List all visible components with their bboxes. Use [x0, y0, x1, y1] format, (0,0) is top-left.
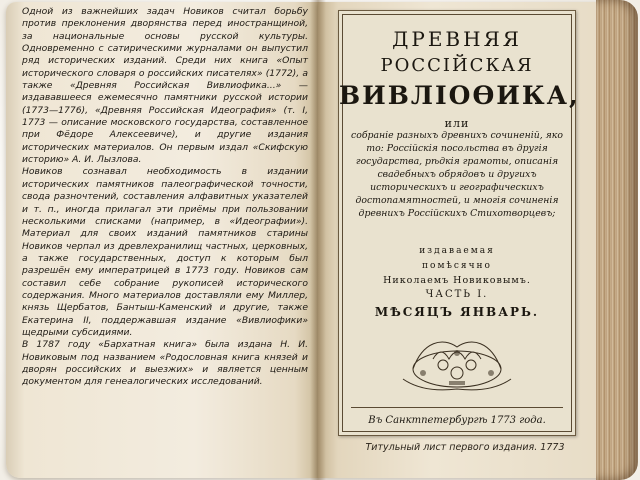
figure-caption: Титульный лист первого издания. 1773	[365, 442, 565, 453]
paragraph: Одной из важнейших задач Новиков считал борьбу против преклонения дворянства перед иностранщиной, за национальные основы русской культуры. Одновременно с сатирическими журналами он выпустил ряд исторических изданий. Среди них книга «Опыт исторического словаря о российских писателях» (1772), а также «Древняя Российская Вивлиофика...» — издававшееся ежемесячно памятники русской истории (1773—1776), «Древняя Российская Идеография» (т. I, 1773 — описание московского государства, составленное при Фёдоре Алексеевиче), и другие издания исторических материалов. Он первым издал «Скифскую историю» А. И. Лызлова.	[22, 6, 308, 166]
paragraph: В 1787 году «Бархатная книга» была издана Н. И. Новиковым под названием «Родословная книга князей и дворян российских и выезжих» и является ценным документом для генеалогических исследований.	[22, 339, 308, 388]
page-edges	[596, 0, 638, 480]
imprint-rule	[351, 407, 563, 408]
title-month: МѢСЯЦЪ ЯНВАРЬ.	[374, 305, 540, 319]
title-monthly: помѣсячно	[422, 261, 492, 271]
title-publisher: Николаемъ Новиковымъ.	[383, 275, 531, 286]
article-text	[22, 6, 308, 476]
paragraph: Новиков сознавал необходимость в издании исторических памятников палеографической точности, свода разночтений, составления алфавитных указателей и т. п., иногда прилагал эти приёмы при пользовании несколькими списками (например, в «Идеографии»). Материал для своих изданий памятников старины Новиков черпал из древлехранилищ частных, церковных, а также государственных, доступ к которым был разрешён ему императрицей в 1773 году. Новиков сам составил себе собрание рукописей исторического содержания. Много материалов доставляли ему Миллер, князь Щербатов, Бантыш-Каменский и другие, также Екатерина II, поддержавшая издание «Вивлиофики» щедрыми субсидиями.	[22, 166, 308, 338]
book-spine	[310, 0, 326, 480]
title-imprint: Въ Санктпетербургѣ 1773 года.	[368, 415, 546, 426]
title-part: ЧАСТЬ I.	[425, 289, 489, 300]
title-line-1: ДРЕВНЯЯ	[392, 27, 522, 51]
title-line-2: РОССІЙСКАЯ	[380, 55, 534, 76]
title-izdavaemaya: издаваемая	[419, 246, 495, 256]
title-page-image	[338, 10, 580, 436]
title-description: собраніе разныхъ древнихъ сочиненій, яко то: Россійскія посольства въ другія государства, рѣдкія грамоты, описанія свадебныхъ обрядовъ и другихъ историческихъ и географическихъ достопамятностей, и многія сочиненія древнихъ Россійскихъ Стихотворцевъ;	[351, 130, 563, 219]
title-ili: или	[444, 117, 470, 130]
title-line-3: ВИВЛІОѲИКА,	[339, 81, 580, 110]
ornament-vignette	[383, 329, 531, 395]
